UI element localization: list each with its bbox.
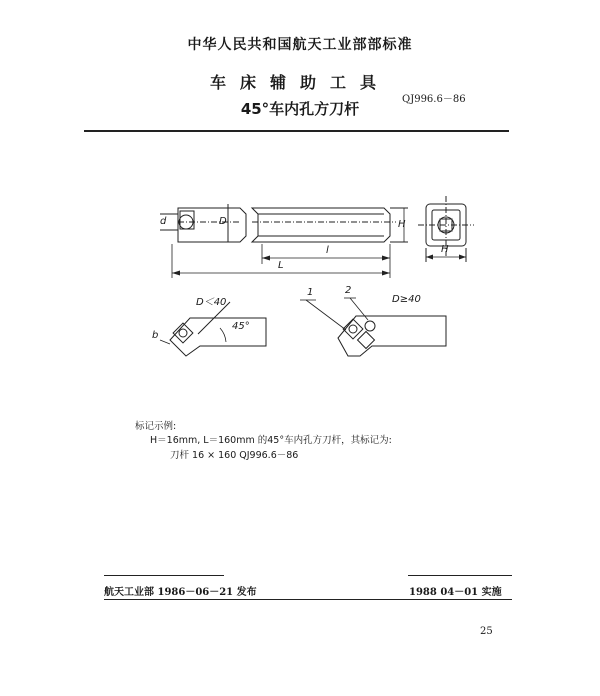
end-view-H-label: H: [441, 244, 449, 255]
angle-label: 45°: [232, 321, 250, 332]
part-2-label: 2: [345, 285, 352, 296]
part-1-label: 1: [307, 287, 314, 298]
footer-rule: [104, 599, 512, 600]
footer-rule-left: [104, 575, 224, 576]
front-view-head: [160, 204, 246, 242]
dim-l-label: l: [326, 245, 329, 256]
standard-code: QJ996.6－86: [402, 94, 466, 105]
standard-category: 车床辅助工具: [209, 73, 390, 92]
small-bore-label: D＜40: [196, 297, 227, 308]
detail-large-bore: [300, 298, 446, 356]
large-bore-label: D≥40: [392, 294, 421, 305]
front-view-shank: [252, 208, 408, 242]
issue-date: 航天工业部 1986－06－21 发布: [104, 587, 257, 598]
marking-line-1: H＝16mm, L＝160mm 的45°车内孔方刀杆，其标记为:: [150, 435, 392, 446]
marking-line-2: 刀杆 16 × 160 QJ996.6－86: [170, 450, 299, 461]
footer-rule-right: [408, 575, 512, 576]
marking-heading: 标记示例:: [135, 421, 177, 432]
effective-date: 1988 04－01 实施: [409, 587, 502, 598]
page-number: 25: [480, 626, 493, 637]
document-title: 45°车内孔方刀杆: [240, 100, 360, 118]
dim-d-label: d: [160, 216, 167, 227]
issuing-organization: 中华人民共和国航天工业部部标准: [187, 37, 413, 53]
dimension-lines: [172, 208, 404, 278]
b-label: b: [152, 330, 159, 341]
detail-small-bore: [160, 302, 266, 356]
dim-D-label: D: [219, 216, 227, 227]
dim-H-label: H: [398, 219, 406, 230]
dim-L-label: L: [278, 260, 284, 271]
